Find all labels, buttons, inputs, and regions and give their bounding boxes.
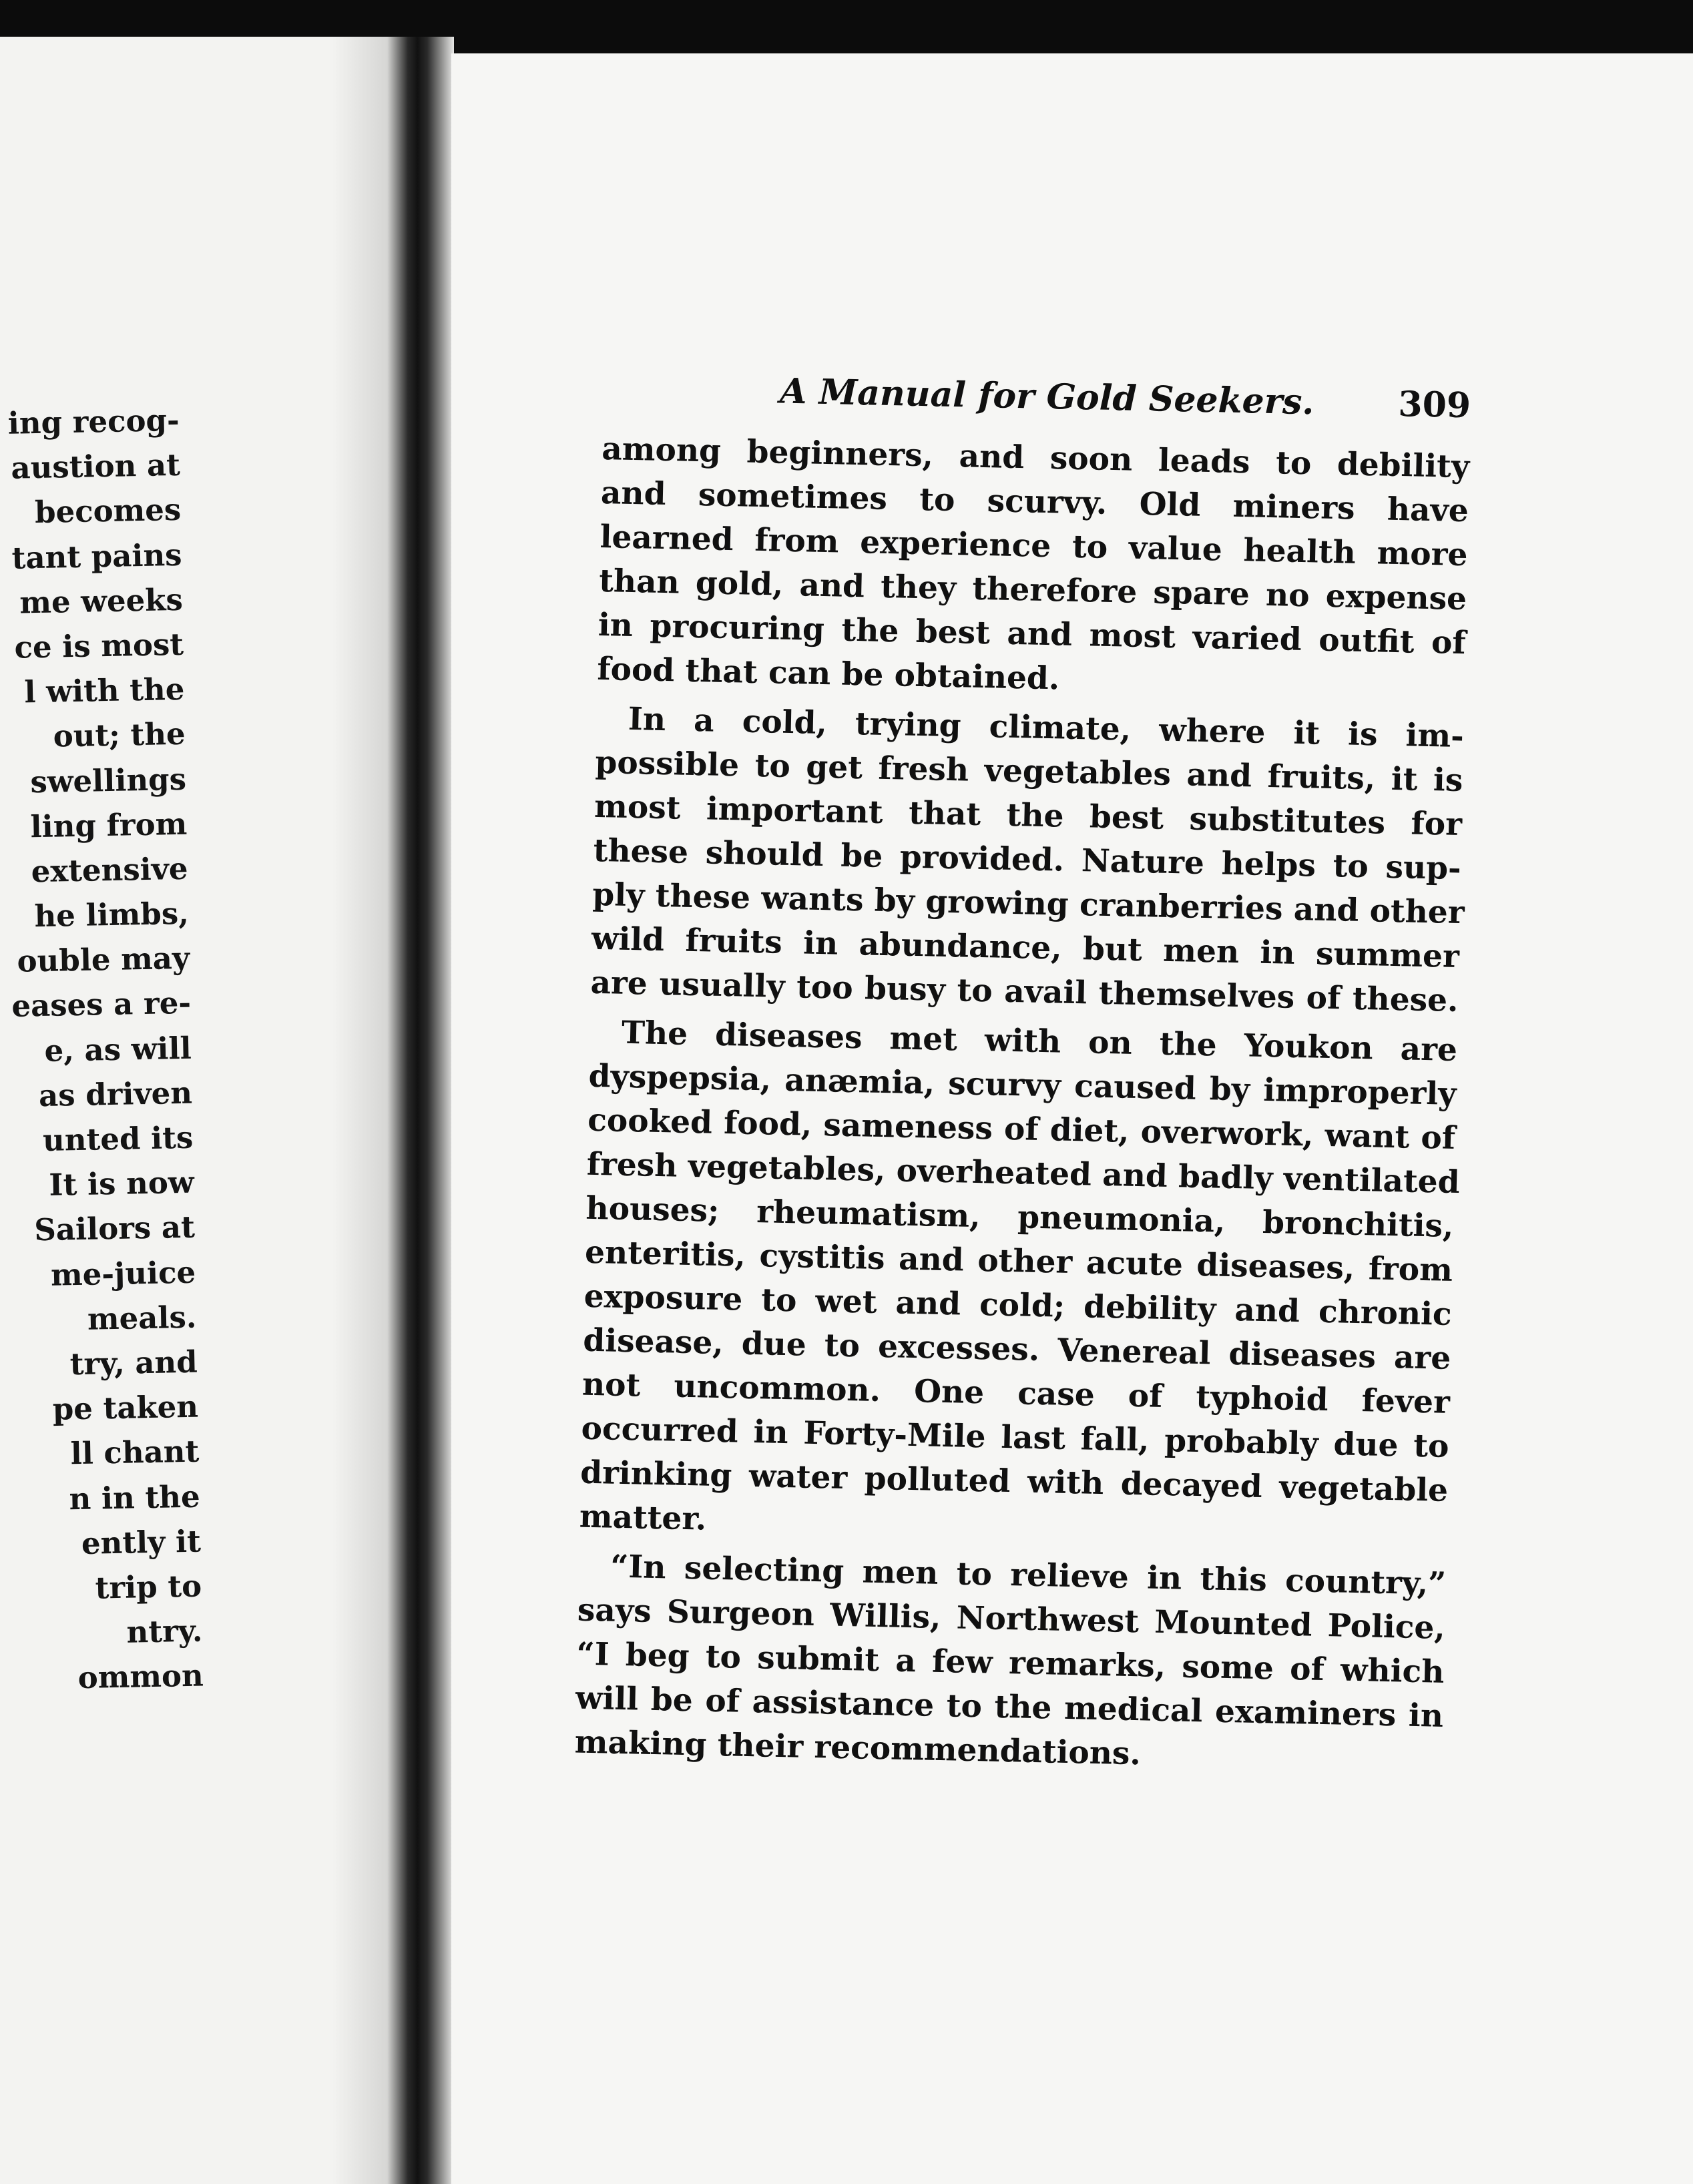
book-gutter-shadow — [332, 37, 454, 2184]
text-line: among beginners, and soon leads to debility — [601, 430, 1470, 486]
text-line: drinking water polluted with decayed vegetable — [579, 1454, 1449, 1509]
left-page-line: trip to — [95, 1568, 202, 1606]
text-line: than gold, and they therefore spare no expense — [598, 562, 1467, 618]
paragraph — [590, 697, 1464, 1023]
right-page-text — [574, 367, 1471, 1783]
left-page-line: tant pains — [11, 537, 182, 576]
left-page-line: ing recog- — [7, 402, 180, 441]
left-page-line: me weeks — [19, 581, 184, 621]
text-line: “I beg to submit a few remarks, some of which — [576, 1635, 1445, 1691]
left-page-line: becomes — [34, 492, 182, 531]
text-line: In a cold, trying climate, where it is im- — [628, 700, 1465, 756]
text-line: says Surgeon Willis, Northwest Mounted Police, — [577, 1591, 1446, 1647]
text-line: occurred in Forty-Mile last fall, probably due to — [581, 1410, 1449, 1465]
left-page-line: unted its — [42, 1119, 194, 1158]
left-page-line: It is now — [48, 1164, 195, 1203]
text-line: houses; rheumatism, pneumonia, bronchitis, — [585, 1189, 1454, 1245]
left-page-line: ouble may — [17, 940, 190, 979]
left-page-line: meals. — [87, 1299, 197, 1337]
text-line: dyspepsia, anæmia, scurvy caused by improperly — [588, 1057, 1457, 1113]
left-page-line: austion at — [10, 447, 181, 486]
text-line: The diseases met with on the Youkon are — [621, 1014, 1458, 1069]
left-page-line: pe taken — [52, 1388, 199, 1427]
left-page-line: n in the — [69, 1478, 201, 1517]
left-page-line: swellings — [29, 761, 187, 800]
text-line: in procuring the best and most varied outfit of — [597, 606, 1467, 662]
left-page-line: ntry. — [126, 1613, 203, 1650]
paragraph — [574, 1545, 1447, 1783]
text-line: not uncommon. One case of typhoid fever — [581, 1366, 1451, 1421]
running-title: A Manual for Gold Seekers. — [779, 370, 1315, 423]
text-line: matter. — [579, 1498, 707, 1538]
left-page-line: ling from — [30, 806, 188, 844]
text-line: exposure to wet and cold; debility and chronic — [583, 1278, 1453, 1333]
right-page — [451, 53, 1693, 2184]
left-page-line: as driven — [38, 1075, 193, 1113]
left-page-line: eases a re- — [11, 985, 192, 1025]
left-page-line: me-juice — [50, 1254, 196, 1293]
left-page-line: he limbs, — [34, 895, 190, 934]
text-line: cooked food, sameness of diet, overwork, want of — [587, 1101, 1456, 1157]
text-line: will be of assistance to the medical examiners in — [575, 1679, 1444, 1735]
left-page-line: out; the — [53, 716, 186, 754]
text-line: learned from experience to value health more — [599, 518, 1468, 574]
text-line: food that can be obtained. — [596, 650, 1060, 698]
text-line: enteritis, cystitis and other acute diseases, from — [584, 1234, 1453, 1289]
text-line: most important that the best substitutes for — [593, 788, 1463, 844]
text-line: and sometimes to scurvy. Old miners have — [600, 474, 1469, 530]
paragraph — [579, 1011, 1461, 1557]
page-number: 309 — [1397, 383, 1471, 427]
text-line: “In selecting men to relieve in this country,” — [610, 1548, 1447, 1603]
left-page-line: ce is most — [14, 626, 184, 665]
text-line: disease, due to excesses. Venereal diseases are — [582, 1322, 1451, 1377]
text-line: ply these wants by growing cranberries and other — [591, 876, 1465, 932]
left-page-line: extensive — [31, 850, 189, 890]
text-line: making their recommendations. — [574, 1723, 1142, 1773]
left-page-text — [0, 398, 204, 1701]
text-line: possible to get fresh vegetables and fruits, it is — [595, 744, 1463, 800]
left-page-line: l with the — [23, 671, 185, 710]
left-page-line: ll chant — [70, 1433, 200, 1472]
left-page-line: Sailors at — [33, 1209, 196, 1248]
text-line: fresh vegetables, overheated and badly ventilated — [586, 1145, 1461, 1201]
left-page-line: ommon — [77, 1657, 204, 1696]
text-line: are usually too busy to avail themselves of these. — [590, 964, 1459, 1020]
text-line: wild fruits in abundance, but men in summer — [591, 920, 1460, 976]
text-line: these should be provided. Nature helps to sup- — [593, 832, 1462, 888]
left-page-line: e, as will — [44, 1030, 192, 1069]
left-page-line: ently it — [81, 1523, 202, 1561]
left-page-line: try, and — [69, 1344, 198, 1382]
paragraph — [597, 427, 1470, 710]
